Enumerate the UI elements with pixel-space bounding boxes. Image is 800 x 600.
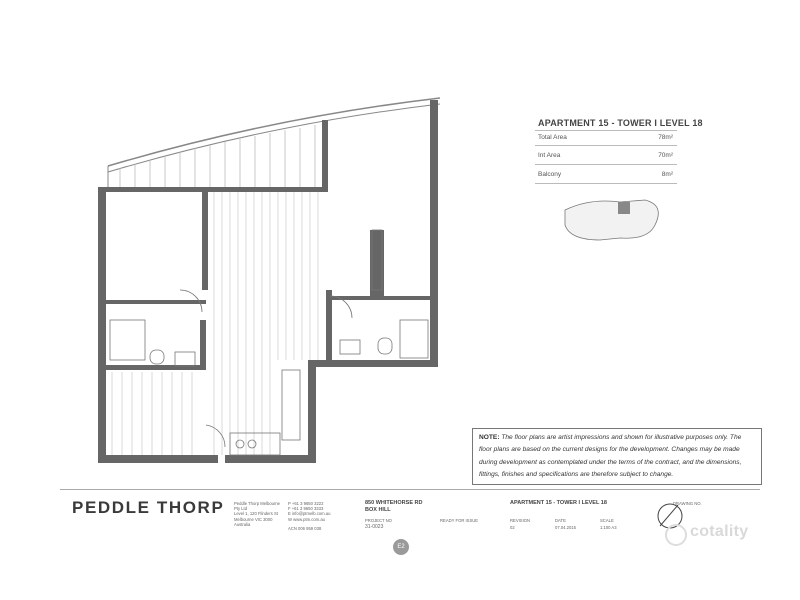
cotality-logo-icon bbox=[665, 524, 687, 546]
info-divider bbox=[535, 183, 677, 184]
apartment-title: APARTMENT 15 - TOWER I LEVEL 18 bbox=[538, 118, 703, 128]
date-value: 07.04.2015 bbox=[555, 525, 576, 530]
ready-label: READY FOR ISSUE bbox=[440, 518, 479, 523]
info-label: Total Area bbox=[538, 134, 567, 141]
address-line: Peddle Thorp Melbourne Pty Ltd bbox=[234, 501, 281, 512]
office-address bbox=[234, 501, 284, 527]
scale-label: SCALE bbox=[600, 518, 614, 523]
disclaimer-note bbox=[472, 428, 762, 485]
contact-line: E info@ptmelb.com.au bbox=[288, 511, 331, 517]
info-label: Balcony bbox=[538, 171, 562, 178]
info-divider bbox=[535, 145, 677, 146]
note-heading: NOTE: bbox=[479, 434, 500, 441]
brand-logo: PEDDLE THORP bbox=[72, 498, 225, 517]
office-contact bbox=[288, 501, 338, 522]
date-label: DATE bbox=[555, 518, 566, 523]
contact-line: F +61 3 9650 3333 bbox=[288, 506, 324, 512]
info-value: 8m² bbox=[661, 171, 673, 178]
info-value: 70m² bbox=[658, 152, 673, 159]
contact-line: P +61 3 9650 3222 bbox=[288, 501, 324, 506]
info-row-balcony bbox=[538, 171, 673, 178]
info-label: Int Area bbox=[538, 152, 561, 159]
project-no: 31-0023 bbox=[365, 524, 384, 530]
address-line: Level 1, 120 Flinders St bbox=[234, 511, 278, 517]
info-row-total bbox=[538, 134, 673, 141]
titleblock-divider bbox=[60, 489, 760, 490]
project-no-label: PROJECT NO bbox=[365, 518, 392, 523]
revision-value: 02 bbox=[510, 525, 515, 530]
project-address-line: 850 WHITEHORSE RD bbox=[365, 500, 423, 506]
note-body: The floor plans are artist impressions and shown for illustrative purposes only. The floor plans are based on the current designs for the development. Changes may be made during development as contemplated under the terms of the contract, and the dimensions, fittings, finishes and specifications are therefore subject to change. bbox=[479, 434, 742, 479]
drawing-circle-badge: E2 bbox=[393, 539, 409, 555]
watermark: cotality bbox=[690, 523, 749, 540]
info-row-int bbox=[538, 152, 673, 159]
project-address bbox=[365, 500, 422, 514]
acn: ACN 006 959 038 bbox=[288, 526, 322, 531]
drawing-no-label: DRAWING NO. bbox=[673, 501, 702, 506]
info-divider bbox=[535, 164, 677, 165]
project-address-line: BOX HILL bbox=[365, 507, 391, 513]
scale-value: 1:100 A3 bbox=[600, 525, 617, 530]
contact-line: W www.ptm.com.au bbox=[288, 516, 325, 522]
address-line: Australia bbox=[234, 521, 251, 527]
info-divider bbox=[535, 130, 677, 131]
info-value: 78m² bbox=[658, 134, 673, 141]
drawing-title: APARTMENT 15 - TOWER I LEVEL 18 bbox=[510, 500, 607, 506]
revision-label: REVISION bbox=[510, 518, 531, 523]
address-line: Melbourne VIC 3000 bbox=[234, 516, 273, 522]
